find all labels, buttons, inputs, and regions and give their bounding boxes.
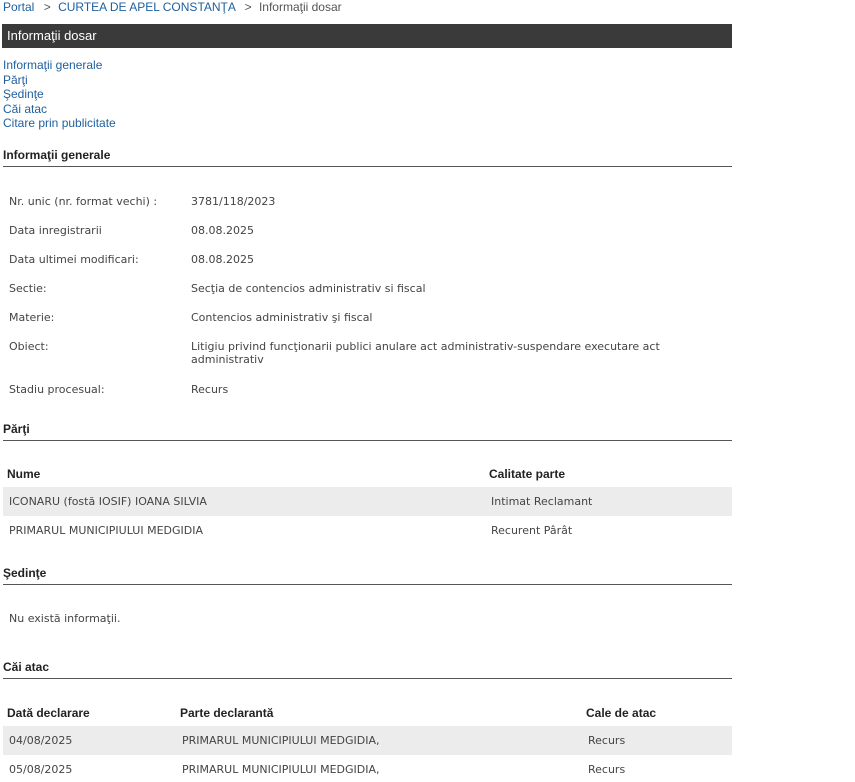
party-name: PRIMARUL MUNICIPIULUI MEDGIDIA	[9, 524, 204, 537]
field-label: Nr. unic (nr. format vechi) :	[9, 195, 158, 208]
section-header-general-info: Informaţii generale	[3, 148, 732, 167]
breadcrumb-separator: >	[244, 0, 252, 14]
field-value: Litigiu privind funcţionarii publici anulare act administrativ-suspendare executare act administrativ	[191, 340, 660, 366]
declaration-date: 05/08/2025	[9, 763, 73, 776]
table-header	[3, 700, 732, 726]
declaration-date: 04/08/2025	[9, 734, 73, 747]
section-header-parties: Părţi	[3, 422, 732, 441]
column-header-appeal-type: Cale de atac	[586, 706, 657, 720]
anchor-link-public-summons[interactable]: Citare prin publicitate	[3, 116, 116, 130]
section-header-appeals: Căi atac	[3, 660, 732, 679]
anchor-link-parties[interactable]: Părţi	[3, 72, 28, 87]
column-header-declaration-date: Dată declarare	[7, 706, 90, 720]
field-value: 08.08.2025	[191, 224, 254, 237]
field-label: Stadiu procesual:	[9, 383, 105, 396]
field-value: Secţia de contencios administrativ si fiscal	[191, 282, 426, 295]
section-anchor-nav	[3, 58, 116, 131]
party-name: ICONARU (fostă IOSIF) IOANA SILVIA	[9, 495, 207, 508]
appeal-type: Recurs	[588, 734, 626, 747]
table-row	[3, 726, 732, 755]
field-label: Data ultimei modificari:	[9, 253, 139, 266]
table-row	[3, 755, 732, 782]
anchor-link-general-info[interactable]: Informaţii generale	[3, 58, 103, 72]
field-value: 3781/118/2023	[191, 195, 276, 208]
field-label: Obiect:	[9, 340, 49, 353]
table-header	[3, 461, 732, 487]
column-header-declaring-party: Parte declarantă	[180, 706, 274, 720]
page-title: Informaţii dosar	[2, 24, 732, 48]
field-value: Recurs	[191, 383, 229, 396]
field-label: Materie:	[9, 311, 55, 324]
field-label: Data inregistrarii	[9, 224, 102, 237]
appeal-type: Recurs	[588, 763, 626, 776]
field-label: Sectie:	[9, 282, 47, 295]
parties-table	[3, 461, 732, 545]
breadcrumb	[3, 0, 342, 14]
table-row	[3, 487, 732, 516]
section-header-hearings: Şedinţe	[3, 566, 732, 585]
breadcrumb-court-link[interactable]: CURTEA DE APEL CONSTANŢA	[58, 0, 236, 14]
declaring-party: PRIMARUL MUNICIPIULUI MEDGIDIA,	[182, 763, 380, 776]
declaring-party: PRIMARUL MUNICIPIULUI MEDGIDIA,	[182, 734, 380, 747]
breadcrumb-portal-link[interactable]: Portal	[3, 0, 35, 14]
anchor-link-hearings[interactable]: Şedinţe	[3, 87, 44, 101]
party-role: Recurent Pârât	[491, 524, 573, 537]
hearings-empty-message: Nu există informaţii.	[9, 612, 121, 625]
breadcrumb-current: Informaţii dosar	[258, 0, 342, 14]
anchor-link-appeals[interactable]: Căi atac	[3, 101, 48, 116]
breadcrumb-separator: >	[43, 0, 51, 14]
column-header-party-role: Calitate parte	[489, 467, 566, 481]
field-value: Contencios administrativ şi fiscal	[191, 311, 373, 324]
party-role: Intimat Reclamant	[491, 495, 593, 508]
field-value: 08.08.2025	[191, 253, 254, 266]
column-header-name: Nume	[7, 467, 41, 481]
table-row	[3, 516, 732, 545]
appeals-table	[3, 700, 732, 782]
